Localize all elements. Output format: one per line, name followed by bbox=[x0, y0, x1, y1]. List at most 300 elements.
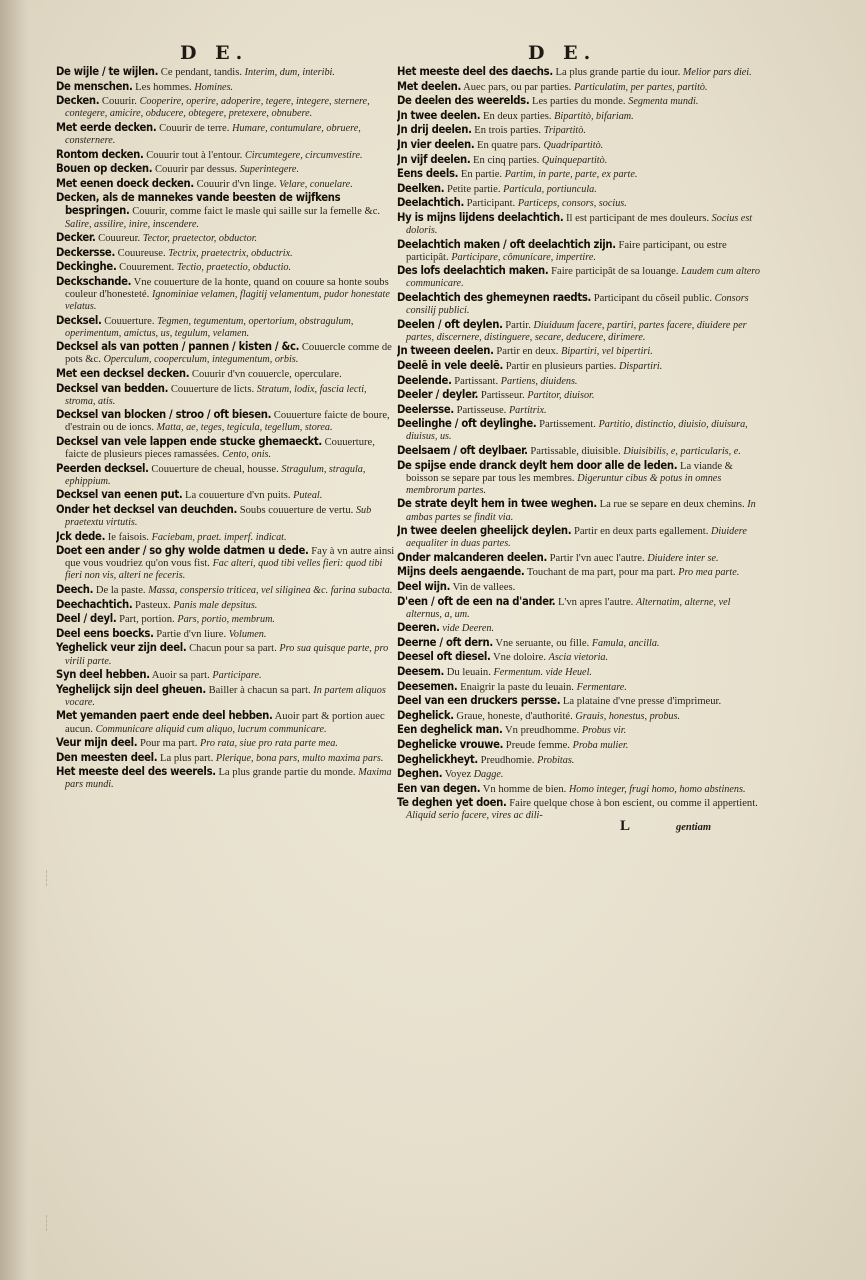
french-gloss: Voyez bbox=[444, 769, 472, 781]
headword: Decken. bbox=[56, 94, 100, 108]
dictionary-entry bbox=[56, 642, 396, 667]
dictionary-entry bbox=[56, 613, 396, 626]
french-gloss: Couureuse. bbox=[117, 247, 166, 259]
dictionary-entry bbox=[56, 81, 396, 94]
latin-gloss: Faciebam, praet. imperf. indicat. bbox=[151, 531, 287, 543]
french-gloss: Petite partie. bbox=[446, 183, 501, 195]
headword: Deesemen. bbox=[397, 679, 458, 693]
headword: Deesem. bbox=[397, 665, 445, 679]
dictionary-entry bbox=[56, 531, 396, 544]
french-gloss: Couurir tout à l'entour. bbox=[146, 149, 243, 161]
dictionary-entry bbox=[56, 584, 396, 597]
headword: Decker. bbox=[56, 231, 96, 245]
dictionary-entry bbox=[56, 276, 396, 313]
latin-gloss: Proba mulier. bbox=[572, 740, 629, 751]
latin-gloss: Quinquepartitò. bbox=[541, 154, 608, 166]
latin-gloss: Consors consilij publici. bbox=[406, 293, 749, 317]
latin-gloss: Operculum, cooperculum, integumentum, orbis. bbox=[103, 354, 299, 366]
latin-gloss: Alternatim, alterne, vel alternus, a, um. bbox=[406, 596, 731, 620]
headword: Met yemanden paert ende deel hebben. bbox=[56, 709, 273, 723]
headword: Deelinghe / oft deylinghe. bbox=[397, 417, 537, 431]
headword: Met deelen. bbox=[397, 79, 461, 93]
dictionary-entry bbox=[56, 232, 396, 245]
headword: Deelken. bbox=[397, 181, 445, 195]
french-gloss: De la paste. bbox=[95, 585, 146, 597]
headword: Jn vier deelen. bbox=[397, 137, 475, 151]
latin-gloss: Homines. bbox=[194, 81, 234, 93]
latin-gloss: Dagge. bbox=[473, 769, 504, 781]
headword: Deesel oft diesel. bbox=[397, 650, 491, 664]
headword: Decksel. bbox=[56, 313, 102, 327]
french-gloss: Partisseuse. bbox=[456, 404, 507, 416]
latin-gloss: Partim, in parte, parte, ex parte. bbox=[504, 169, 638, 181]
latin-gloss: Particulatim, per partes, partitò. bbox=[573, 81, 708, 93]
headword: Deechachtich. bbox=[56, 597, 133, 611]
latin-gloss: Bipartiri, vel bipertiri. bbox=[561, 346, 653, 358]
headword: Een van degen. bbox=[397, 781, 481, 795]
latin-gloss: Pro rata, siue pro rata parte mea. bbox=[200, 738, 338, 750]
french-gloss: Ie faisois. bbox=[107, 531, 149, 543]
latin-gloss: Stratum, lodix, fascia lecti, stroma, atis. bbox=[65, 383, 367, 407]
headword: Deghelicke vrouwe. bbox=[397, 738, 504, 751]
latin-gloss: Volumen. bbox=[228, 628, 267, 640]
latin-gloss: Quadripartitò. bbox=[543, 139, 604, 151]
latin-gloss: Humare, contumulare, obruere, consternere. bbox=[65, 122, 361, 146]
french-gloss: Ce pendant, tandis. bbox=[160, 67, 242, 78]
dictionary-entry bbox=[397, 596, 763, 621]
french-gloss: En quatre pars. bbox=[477, 139, 541, 151]
dictionary-entry bbox=[56, 737, 396, 750]
dictionary-entry bbox=[397, 651, 763, 664]
headword: Jn twee deelen. bbox=[397, 108, 481, 122]
latin-gloss: Grauis, honestus, probus. bbox=[575, 710, 681, 722]
dictionary-entry bbox=[397, 724, 763, 737]
french-gloss: Pour ma part. bbox=[139, 738, 198, 750]
header-right: D E. bbox=[528, 42, 597, 64]
french-gloss: Participant du cõseil public. bbox=[593, 293, 713, 304]
running-header bbox=[0, 42, 866, 66]
latin-gloss: Tectio, praetectio, obductio. bbox=[176, 262, 292, 274]
headword: Deelachtich. bbox=[397, 196, 464, 210]
latin-gloss: Fermentare. bbox=[576, 681, 627, 693]
french-gloss: Couuerture faicte de boure, d'estrain ou de ioncs. bbox=[65, 410, 390, 434]
dictionary-entry bbox=[397, 710, 763, 723]
headword: Onder het decksel van deuchden. bbox=[56, 503, 238, 516]
latin-gloss: Tripartitò. bbox=[543, 125, 586, 137]
dictionary-entry bbox=[397, 445, 763, 458]
headword: De deelen des weerelds. bbox=[397, 94, 530, 108]
latin-gloss: Salire, assilire, inire, inscendere. bbox=[65, 218, 200, 230]
french-gloss: La couuerture d'vn puits. bbox=[185, 490, 291, 502]
dictionary-entry bbox=[56, 95, 396, 120]
latin-gloss: Fac alteri, quod tibi velles fieri: quod tibi fieri non vis, alteri ne feceris. bbox=[65, 558, 383, 582]
dictionary-entry bbox=[397, 265, 763, 290]
latin-gloss: Partiens, diuidens. bbox=[500, 375, 578, 387]
latin-gloss: Plerique, bona pars, multo maxima pars. bbox=[215, 752, 384, 764]
latin-gloss: Diuidere aequaliter in duas partes. bbox=[406, 526, 747, 550]
french-gloss: La rue se separe en deux chemins. bbox=[599, 499, 745, 511]
latin-gloss: Particeps, consors, socius. bbox=[517, 198, 627, 210]
headword: D'een / oft de een na d'ander. bbox=[397, 594, 556, 608]
dictionary-entry bbox=[56, 628, 396, 641]
headword: Peerden decksel. bbox=[56, 461, 149, 475]
french-gloss: Il est participant de mes douleurs. bbox=[566, 212, 709, 224]
headword: Deghelick. bbox=[397, 708, 454, 722]
headword: Met eenen doeck decken. bbox=[56, 176, 194, 190]
latin-gloss: Diuidere inter se. bbox=[647, 552, 719, 564]
headword: Deeren. bbox=[397, 621, 440, 635]
headword: Deelsaem / oft deylbaer. bbox=[397, 444, 528, 458]
french-gloss: Couuerture. bbox=[104, 315, 155, 327]
french-gloss: Partissable, diuisible. bbox=[530, 446, 621, 458]
headword: De menschen. bbox=[56, 79, 133, 93]
latin-gloss: In partem aliquos vocare. bbox=[65, 684, 386, 708]
dictionary-entry bbox=[397, 622, 763, 635]
headword: Decken, als de mannekes vande beesten de wijfkens bespringen. bbox=[56, 191, 341, 218]
header-left: D E. bbox=[180, 42, 249, 64]
dictionary-entry bbox=[56, 122, 396, 147]
latin-gloss: Puteal. bbox=[293, 490, 323, 502]
dictionary-entry bbox=[56, 489, 396, 502]
french-gloss: Enaigrir la paste du leuain. bbox=[460, 681, 574, 693]
dictionary-entry bbox=[397, 739, 763, 752]
latin-gloss: Aliquid serio facere, vires ac dili- bbox=[406, 810, 543, 822]
latin-gloss: Ascia vietoria. bbox=[548, 652, 609, 664]
latin-gloss: Diuisibilis, e, particularis, e. bbox=[623, 446, 741, 458]
latin-gloss: Socius est doloris. bbox=[406, 212, 753, 237]
french-gloss: Couuerture de cheual, housse. bbox=[151, 463, 279, 475]
french-gloss: Couuerture de licts. bbox=[170, 383, 255, 395]
french-gloss: Vne seruante, ou fille. bbox=[495, 637, 590, 649]
dictionary-entry bbox=[397, 768, 763, 781]
latin-gloss: Sub praetextu virtutis. bbox=[65, 505, 372, 529]
french-gloss: En deux parties. bbox=[482, 110, 552, 122]
latin-gloss: Pro mea parte. bbox=[678, 567, 740, 579]
signature-mark: L bbox=[620, 818, 631, 834]
headword: Deckschande. bbox=[56, 274, 132, 288]
margin-mark bbox=[46, 1215, 61, 1231]
french-gloss: Chacun pour sa part. bbox=[189, 643, 277, 655]
dictionary-entry bbox=[56, 368, 396, 381]
headword: Deckinghe. bbox=[56, 260, 117, 274]
dictionary-entry bbox=[397, 695, 763, 708]
headword: De wijle / te wijlen. bbox=[56, 66, 159, 78]
headword: Met een decksel decken. bbox=[56, 367, 190, 381]
french-gloss: Partir l'vn auec l'autre. bbox=[549, 552, 645, 564]
headword: De spijse ende dranck deylt hem door alle de leden. bbox=[397, 458, 678, 472]
french-gloss: Preude femme. bbox=[505, 740, 570, 751]
headword: Eens deels. bbox=[397, 167, 459, 181]
french-gloss: Du leuain. bbox=[446, 667, 491, 679]
headword: Decksel van vele lappen ende stucke ghemaeckt. bbox=[56, 435, 322, 449]
french-gloss: Touchant de ma part, pour ma part. bbox=[526, 567, 676, 579]
dictionary-entry bbox=[397, 81, 763, 94]
latin-gloss: Matta, ae, teges, tegicula, tegellum, storea. bbox=[156, 422, 333, 434]
headword: Deckersse. bbox=[56, 245, 115, 259]
headword: Rontom decken. bbox=[56, 147, 144, 161]
dictionary-entry bbox=[397, 375, 763, 388]
dictionary-entry bbox=[56, 504, 396, 529]
headword: Jn tweeen deelen. bbox=[397, 344, 494, 358]
french-gloss: En cinq parties. bbox=[473, 154, 540, 166]
headword: Decksel van eenen put. bbox=[56, 488, 183, 502]
dictionary-entry bbox=[56, 261, 396, 274]
headword: Een deghelick man. bbox=[397, 723, 503, 737]
dictionary-entry bbox=[397, 183, 763, 196]
dictionary-entry bbox=[56, 684, 396, 709]
french-gloss: Couurir d'vn linge. bbox=[196, 178, 277, 190]
french-gloss: Couurir par dessus. bbox=[154, 164, 238, 176]
french-gloss: Auec pars, ou par parties. bbox=[463, 81, 572, 93]
latin-gloss: Cooperire, operire, adoperire, tegere, integere, sternere, contegere, amicire, obducere, obtegere, pretexere, obnubere. bbox=[65, 96, 370, 120]
french-gloss: Partisseur. bbox=[480, 390, 525, 402]
latin-gloss: Ignominiae velamen, flagitij velamentum, pudor honestate velatus. bbox=[65, 289, 390, 313]
french-gloss: Auoir sa part. bbox=[151, 670, 210, 682]
french-gloss: La plus grande partie du iour. bbox=[555, 67, 681, 78]
dictionary-entry bbox=[56, 247, 396, 260]
french-gloss: Couurir d'vn couuercle, operculare. bbox=[191, 369, 342, 381]
french-gloss: La plus part. bbox=[160, 752, 214, 764]
french-gloss: Partie d'vn liure. bbox=[156, 628, 227, 640]
latin-gloss: Partitor, diuisor. bbox=[527, 390, 595, 402]
latin-gloss: Melior pars diei. bbox=[682, 67, 752, 78]
latin-gloss: Participare, cômunicare, impertire. bbox=[451, 251, 596, 263]
french-gloss: Couurir de terre. bbox=[159, 122, 230, 134]
dictionary-entry bbox=[397, 460, 763, 497]
french-gloss: Couureur. bbox=[98, 233, 141, 245]
dictionary-entry bbox=[397, 212, 763, 237]
dictionary-entry bbox=[397, 666, 763, 679]
french-gloss: Bailler à chacun sa part. bbox=[208, 684, 311, 696]
latin-gloss: Partitrix. bbox=[508, 404, 547, 416]
headword: Doet een ander / so ghy wolde datmen u dede. bbox=[56, 544, 309, 558]
latin-gloss: Participare. bbox=[212, 670, 262, 682]
dictionary-entry bbox=[397, 110, 763, 123]
binding-gutter bbox=[0, 0, 40, 1280]
dictionary-entry bbox=[56, 545, 396, 582]
dictionary-entry bbox=[397, 552, 763, 565]
latin-gloss: Communicare aliquid cum aliquo, lucrum communicare. bbox=[95, 723, 327, 735]
dictionary-entry bbox=[397, 360, 763, 373]
headword: Onder malcanderen deelen. bbox=[397, 550, 547, 564]
headword: Jck dede. bbox=[56, 529, 106, 543]
dictionary-entry bbox=[397, 754, 763, 767]
dictionary-entry bbox=[56, 383, 396, 408]
french-gloss: Vn preudhomme. bbox=[505, 725, 580, 737]
dictionary-entry bbox=[397, 154, 763, 167]
margin-mark bbox=[46, 870, 61, 886]
headword: Deeler / deyler. bbox=[397, 388, 479, 402]
headword: Deech. bbox=[56, 583, 94, 597]
french-gloss: Soubs couuerture de vertu. bbox=[239, 505, 354, 516]
latin-gloss: Bipartitò, bifariam. bbox=[554, 110, 634, 122]
french-gloss: Part, portion. bbox=[119, 614, 175, 626]
latin-gloss: Dispartiri. bbox=[618, 360, 663, 372]
dictionary-entry bbox=[397, 498, 763, 523]
dictionary-entry bbox=[56, 669, 396, 682]
headword: Syn deel hebben. bbox=[56, 668, 150, 682]
french-gloss: Pasteux. bbox=[135, 599, 171, 611]
catchword: gentiam bbox=[676, 822, 712, 833]
headword: Het meeste deel des daechs. bbox=[397, 66, 553, 78]
latin-gloss: Famula, ancilla. bbox=[591, 637, 660, 649]
headword: Den meesten deel. bbox=[56, 750, 158, 764]
dictionary-entry bbox=[397, 389, 763, 402]
latin-gloss: Segmenta mundi. bbox=[628, 96, 699, 108]
dictionary-entry bbox=[397, 797, 763, 822]
right-column bbox=[397, 66, 763, 826]
dictionary-entry bbox=[397, 345, 763, 358]
headword: Decksel van blocken / stroo / oft biesen. bbox=[56, 408, 272, 422]
dictionary-entry bbox=[397, 239, 763, 264]
dictionary-entry bbox=[397, 197, 763, 210]
french-gloss: La plataine d'vne presse d'imprimeur. bbox=[562, 696, 722, 708]
dictionary-entry bbox=[397, 168, 763, 181]
latin-gloss: Velare, conuelare. bbox=[279, 178, 353, 190]
dictionary-entry bbox=[56, 149, 396, 162]
french-gloss: L'vn apres l'autre. bbox=[558, 596, 634, 608]
french-gloss: En trois parties. bbox=[474, 125, 542, 137]
dictionary-entry bbox=[56, 66, 396, 79]
latin-gloss: Interim, dum, interibi. bbox=[244, 67, 335, 78]
headword: Deelersse. bbox=[397, 402, 454, 416]
dictionary-entry bbox=[397, 292, 763, 317]
dictionary-entry bbox=[397, 124, 763, 137]
latin-gloss: Panis male depsitus. bbox=[173, 599, 258, 611]
latin-gloss: Tectrix, praetectrix, obductrix. bbox=[168, 247, 293, 259]
french-gloss: La plus grande partie du monde. bbox=[218, 767, 356, 779]
headword: Te deghen yet doen. bbox=[397, 796, 507, 810]
latin-gloss: Probitas. bbox=[537, 754, 575, 766]
dictionary-entry bbox=[56, 341, 396, 366]
headword: Met eerde decken. bbox=[56, 120, 157, 134]
french-gloss: Graue, honeste, d'authorité. bbox=[456, 710, 573, 722]
latin-gloss: Digeruntur cibus & potus in omnes membrorum partes. bbox=[406, 472, 722, 496]
headword: Jn twee deelen gheelijck deylen. bbox=[397, 524, 572, 538]
headword: Deerne / oft dern. bbox=[397, 635, 493, 649]
dictionary-entry bbox=[397, 139, 763, 152]
french-gloss: Vne doloire. bbox=[493, 652, 546, 664]
headword: Yeghelijck sijn deel gheuen. bbox=[56, 682, 206, 696]
headword: Deel / deyl. bbox=[56, 612, 117, 626]
latin-gloss: Fermentum. vide Heuel. bbox=[493, 667, 592, 679]
headword: Deel van een druckers persse. bbox=[397, 694, 561, 708]
latin-gloss: Diuiduum facere, partiri, partes facere, diuidere per partes, discernere, distinguere, secare, deducere, dirimere. bbox=[406, 319, 747, 343]
left-column bbox=[56, 66, 396, 816]
french-gloss: Les parties du monde. bbox=[532, 96, 626, 108]
headword: Deelachtich maken / oft deelachtich zijn. bbox=[397, 237, 616, 251]
dictionary-entry bbox=[397, 66, 763, 79]
french-gloss: Partir. bbox=[505, 319, 531, 331]
french-gloss: Partissant. bbox=[454, 375, 499, 387]
latin-gloss: Pars, portio, membrum. bbox=[177, 614, 275, 626]
headword: Deelachtich des ghemeynen raedts. bbox=[397, 291, 592, 304]
french-gloss: Vn homme de bien. bbox=[482, 783, 567, 795]
latin-gloss: Massa, conspersio triticea, vel siliginea &c. farina subacta. bbox=[148, 585, 393, 597]
dictionary-entry bbox=[56, 178, 396, 191]
dictionary-entry bbox=[56, 710, 396, 735]
latin-gloss: In ambas partes se findit via. bbox=[406, 499, 756, 523]
headword: Decksel als van potten / pannen / kisten / &c. bbox=[56, 340, 300, 354]
french-gloss: Couurir, comme faict le masle qui saille sur la femelle &c. bbox=[132, 206, 381, 218]
french-gloss: Couurement. bbox=[119, 262, 175, 274]
french-gloss: Partir en plusieurs parties. bbox=[505, 360, 617, 372]
dictionary-entry bbox=[397, 418, 763, 443]
latin-gloss: Tector, praetector, obductor. bbox=[142, 233, 258, 245]
french-gloss: Partir en deux parts egallement. bbox=[573, 526, 709, 538]
latin-gloss: Maxima pars mundi. bbox=[65, 767, 392, 791]
french-gloss: Partissement. bbox=[539, 419, 596, 431]
french-gloss: Couuerture, faicte de plusieurs pieces ramassées. bbox=[65, 437, 375, 461]
headword: Jn drij deelen. bbox=[397, 123, 472, 137]
dictionary-entry bbox=[56, 752, 396, 765]
headword: Het meeste deel des weerels. bbox=[56, 765, 216, 779]
headword: Decksel van bedden. bbox=[56, 381, 169, 395]
dictionary-entry bbox=[397, 95, 763, 108]
headword: De strate deylt hem in twee weghen. bbox=[397, 497, 597, 511]
dictionary-entry bbox=[397, 681, 763, 694]
dictionary-entry bbox=[397, 566, 763, 579]
french-gloss: Faire participant, ou estre participât. bbox=[406, 239, 727, 263]
french-gloss: Couuercle comme de pots &c. bbox=[65, 342, 392, 366]
french-gloss: Auoir part & portion auec aucun. bbox=[65, 711, 385, 735]
latin-gloss: Laudem cum altero communicare. bbox=[406, 266, 760, 290]
headword: Des lofs deelachtich maken. bbox=[397, 264, 549, 278]
french-gloss: Vne couuerture de la honte, quand on couure sa honte soubs couleur d'honesteté. bbox=[65, 276, 389, 300]
latin-gloss: Tegmen, tegumentum, opertorium, obstragulum, operimentum, amictus, us, tegulum, velamen. bbox=[65, 315, 354, 339]
dictionary-entry bbox=[56, 192, 396, 230]
dictionary-entry bbox=[56, 163, 396, 176]
dictionary-entry bbox=[56, 315, 396, 340]
headword: Deelẽ in vele deelẽ. bbox=[397, 358, 504, 372]
dictionary-entry bbox=[397, 783, 763, 796]
latin-gloss: Partitio, distinctio, diuisio, diuisura, diuisus, us. bbox=[406, 419, 748, 443]
latin-gloss: Pro sua quisque parte, pro virili parte. bbox=[65, 643, 389, 667]
french-gloss: En partie. bbox=[460, 169, 503, 181]
dictionary-entry bbox=[56, 409, 396, 434]
headword: Deelen / oft deylen. bbox=[397, 317, 503, 331]
latin-gloss: Superintegere. bbox=[239, 164, 300, 176]
headword: Deelende. bbox=[397, 373, 452, 387]
latin-gloss: Cento, onis. bbox=[222, 449, 272, 461]
headword: Deghelickheyt. bbox=[397, 752, 478, 766]
french-gloss: La viande & boisson se separe par tous les membres. bbox=[406, 460, 733, 484]
headword: Deel wijn. bbox=[397, 579, 451, 593]
latin-gloss: vide Deeren. bbox=[442, 623, 495, 635]
dictionary-entry bbox=[56, 599, 396, 612]
dictionary-entry bbox=[56, 436, 396, 461]
headword: Deghen. bbox=[397, 767, 443, 781]
french-gloss: Faire quelque chose à bon escient, ou comme il appertient. bbox=[509, 798, 758, 810]
latin-gloss: Probus vir. bbox=[581, 725, 627, 737]
latin-gloss: Stragulum, stragula, ephippium. bbox=[65, 463, 366, 487]
french-gloss: Preudhomie. bbox=[480, 754, 535, 766]
dictionary-entry bbox=[397, 319, 763, 344]
latin-gloss: Homo integer, frugi homo, homo abstinens. bbox=[568, 783, 746, 795]
french-gloss: Participant. bbox=[466, 198, 516, 210]
french-gloss: Vin de vallees. bbox=[452, 581, 516, 593]
headword: Jn vijf deelen. bbox=[397, 152, 471, 166]
dictionary-entry bbox=[397, 637, 763, 650]
headword: Hy is mijns lijdens deelachtich. bbox=[397, 210, 564, 224]
latin-gloss: Particula, portiuncula. bbox=[503, 183, 597, 195]
headword: Bouen op decken. bbox=[56, 162, 153, 176]
headword: Deel eens boecks. bbox=[56, 626, 154, 640]
dictionary-entry bbox=[56, 463, 396, 488]
french-gloss: Partir en deux. bbox=[496, 346, 559, 358]
headword: Veur mijn deel. bbox=[56, 736, 138, 750]
dictionary-entry bbox=[397, 581, 763, 594]
